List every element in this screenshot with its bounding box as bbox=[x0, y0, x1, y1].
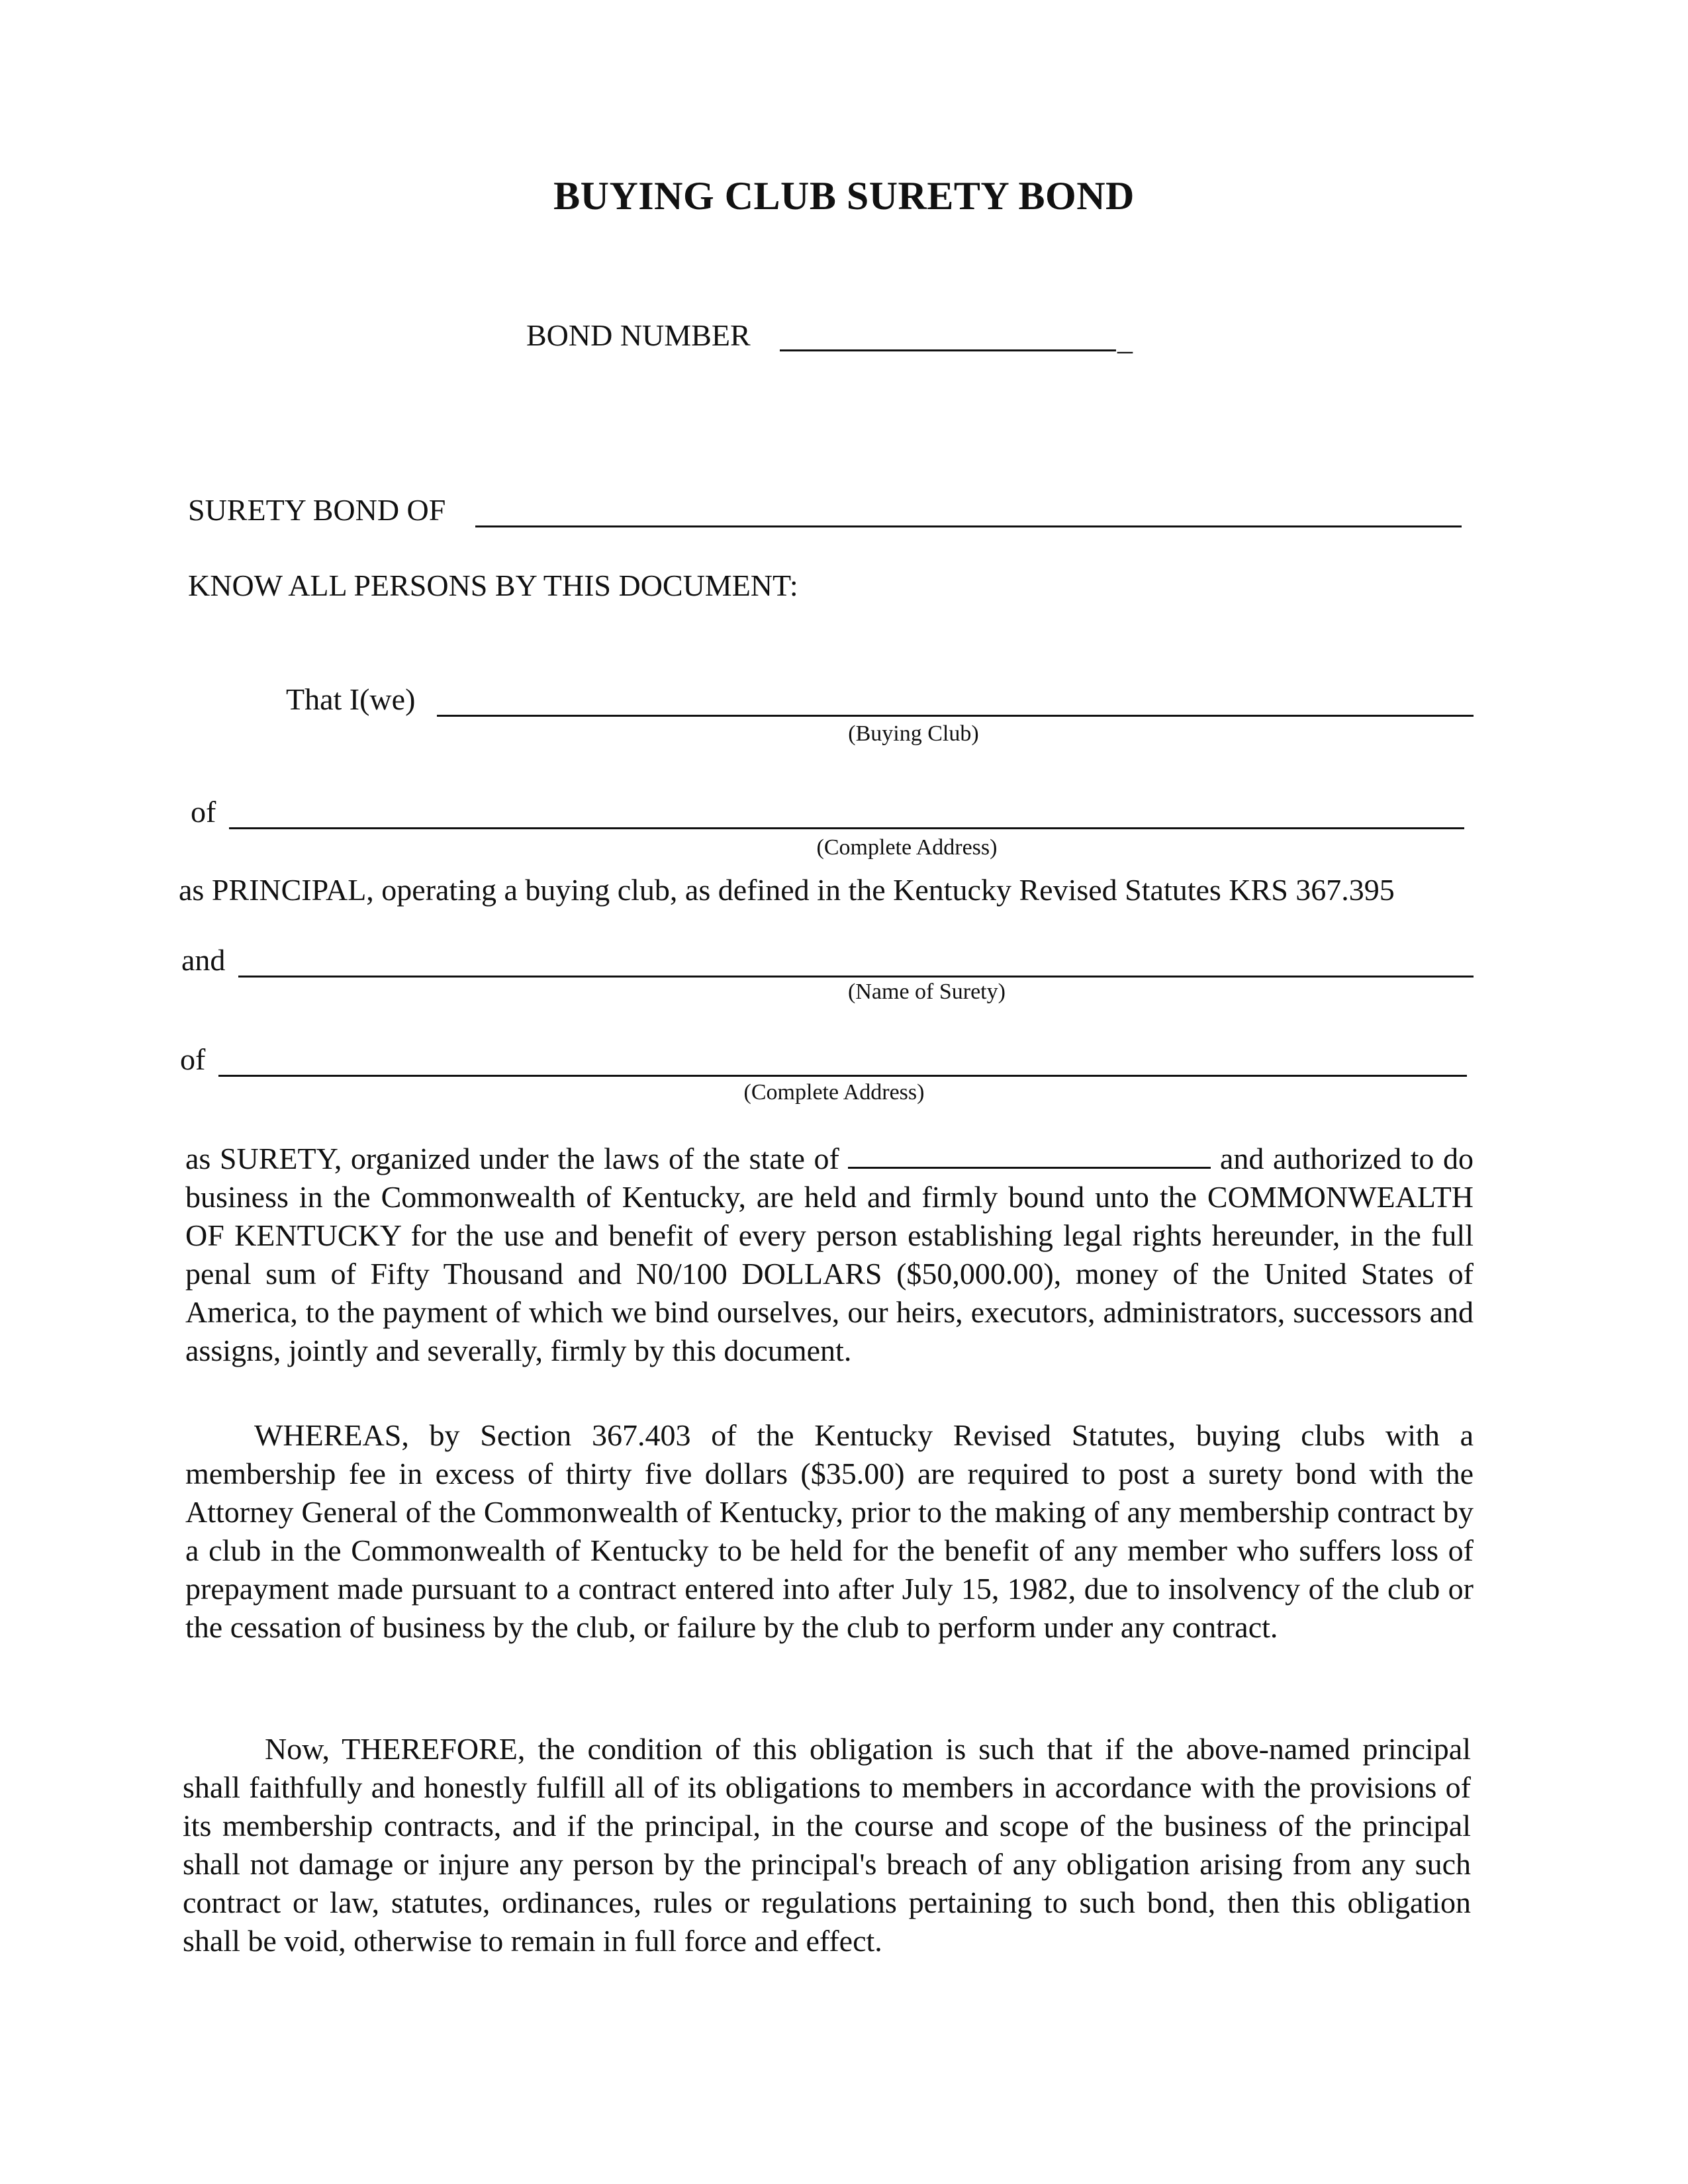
surety-bond-of-field[interactable] bbox=[475, 525, 1462, 527]
know-all-persons-heading: KNOW ALL PERSONS BY THIS DOCUMENT: bbox=[188, 569, 798, 602]
whereas-paragraph: WHEREAS, by Section 367.403 of the Kentucky Revised Statutes, buying clubs with a membership fee in excess of thirty five dollars ($35.00) are required to post a surety bond with the Attorney General of the Commonwealth of Kentucky, prior to the making of any membership contract by a club in the Commonwealth of Kentucky to be held for the benefit of any member who suffers loss of prepayment made pursuant to a contract entered into after July 15, 1982, due to insolvency of the club or the cessation of business by the club, or failure by the club to perform under any contract. bbox=[185, 1418, 1474, 1644]
surety-name-field[interactable] bbox=[238, 976, 1474, 978]
principal-address-caption: (Complete Address) bbox=[816, 835, 998, 860]
surety-of-label: of bbox=[180, 1042, 206, 1076]
document-title: BUYING CLUB SURETY BOND bbox=[553, 174, 1135, 218]
surety-paragraph-start: as SURETY, organized under the laws of the state of bbox=[185, 1142, 839, 1175]
principal-of-label: of bbox=[191, 795, 216, 829]
principal-address-field[interactable] bbox=[229, 827, 1464, 829]
surety-paragraph bbox=[185, 1140, 1474, 1370]
buying-club-field[interactable] bbox=[437, 715, 1474, 717]
principal-statement: as PRINCIPAL, operating a buying club, as defined in the Kentucky Revised Statutes KRS 367.395 bbox=[179, 873, 1395, 907]
surety-name-caption: (Name of Surety) bbox=[848, 979, 1006, 1004]
that-we-label: That I(we) bbox=[286, 682, 416, 716]
bond-number-trail: _ bbox=[1117, 322, 1133, 356]
surety-state-field[interactable] bbox=[848, 1143, 1211, 1169]
surety-and-label: and bbox=[181, 943, 226, 977]
bond-number-field[interactable] bbox=[780, 349, 1116, 351]
surety-address-field[interactable] bbox=[218, 1075, 1467, 1077]
surety-paragraph-rest: and authorized to do business in the Commonwealth of Kentucky, are held and firmly bound unto the COMMONWEALTH OF KENTUCKY for the use and benefit of every person establishing legal rights hereunder, in the full penal sum of Fifty Thousand and N0/100 DOLLARS ($50,000.00), money of the United States of America, to the payment of which we bind ourselves, our heirs, executors, administrators, successors and assigns, jointly and severally, firmly by this document. bbox=[185, 1142, 1474, 1367]
therefore-paragraph: Now, THEREFORE, the condition of this obligation is such that if the above-named principal shall faithfully and honestly fulfill all of its obligations to members in accordance with the provisions of its membership contracts, and if the principal, in the course and scope of the business of the principal shall not damage or injure any person by the principal's breach of any obligation arising from any such contract or law, statutes, ordinances, rules or regulations pertaining to such bond, then this obligation shall be void, otherwise to remain in full force and effect. bbox=[183, 1732, 1471, 1958]
surety-address-caption: (Complete Address) bbox=[743, 1080, 925, 1105]
bond-number-label: BOND NUMBER bbox=[526, 318, 751, 352]
buying-club-caption: (Buying Club) bbox=[848, 721, 979, 746]
surety-bond-of-label: SURETY BOND OF bbox=[188, 493, 446, 527]
